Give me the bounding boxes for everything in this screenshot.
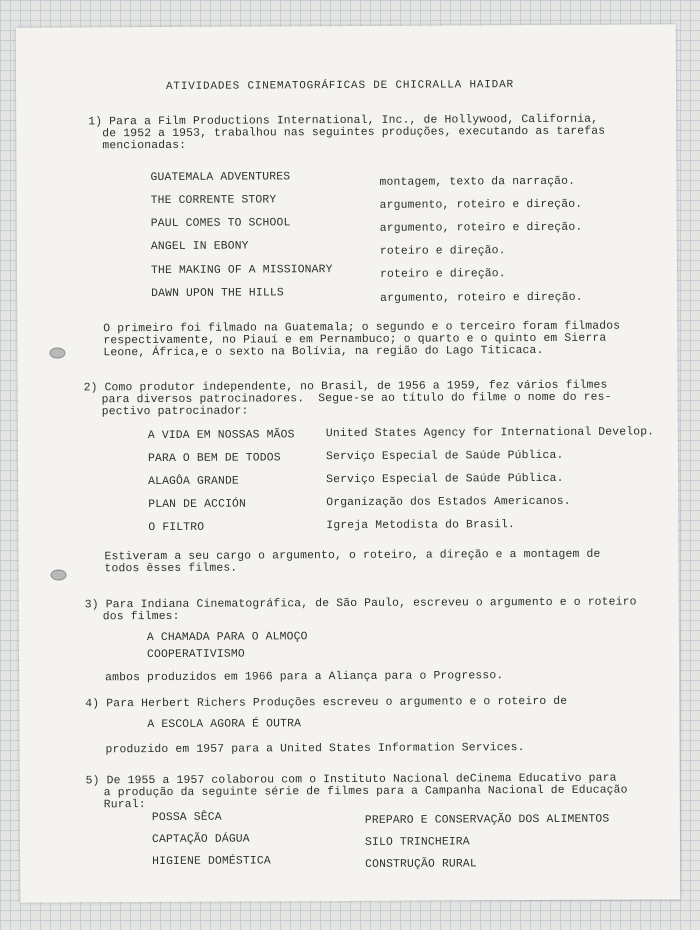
section-2-note-line: todos êsses filmes. <box>104 562 238 576</box>
section-4-intro: 4) Para Herbert Richers Produções escreveu o argumento e o roteiro de <box>85 695 568 711</box>
section-3-note: ambos produzidos em 1966 para a Aliança para o Progresso. <box>105 670 504 685</box>
film-title: PLAN DE ACCIÓN <box>148 498 247 512</box>
film-role: argumento, roteiro e direção. <box>379 198 583 212</box>
section-5-intro-line: a produção da seguinte série de filmes para a Campanha Nacional de Educação <box>103 784 628 800</box>
section-2-intro-line: para diversos patrocinadores. Segue-se ao título do filme o nome do res- <box>101 391 612 407</box>
film-sponsor: Serviço Especial de Saúde Pública. <box>326 472 564 487</box>
section-1-note-line: O primeiro foi filmado na Guatemala; o segundo e o terceiro foram filmados <box>103 320 621 336</box>
film-sponsor: United States Agency for International Develop. <box>325 426 655 441</box>
typed-document-page <box>16 24 681 902</box>
film-title: COOPERATIVISMO <box>146 648 245 662</box>
film-title: POSSA SÊCA <box>151 811 222 825</box>
section-3-intro-line: dos filmes: <box>102 610 180 624</box>
section-2-intro-line: pectivo patrocinador: <box>101 405 249 419</box>
film-role: montagem, texto da narração. <box>379 175 576 189</box>
section-3-intro-line: 3) Para Indiana Cinematográfica, de São Paulo, escreveu o argumento e o roteiro <box>84 596 637 612</box>
film-sponsor: Serviço Especial de Saúde Pública. <box>325 449 564 464</box>
film-title: ALAGÔA GRANDE <box>148 475 239 489</box>
section-1-note-line: respectivamente, no Piauí e em Pernambuco; o quarto e o quinto em Sierra <box>103 332 607 348</box>
punch-hole <box>51 569 67 580</box>
film-sponsor: Igreja Metodista do Brasil. <box>326 519 515 533</box>
film-title: A VIDA EM NOSSAS MÃOS <box>147 429 295 443</box>
film-sponsor: Organização dos Estados Americanos. <box>326 495 571 510</box>
film-title: CAPTAÇÃO DÁGUA <box>151 833 250 847</box>
section-1-intro-line: mencionadas: <box>102 139 187 153</box>
film-title: PARA O BEM DE TODOS <box>147 452 281 466</box>
film-title: DAWN UPON THE HILLS <box>151 287 284 301</box>
section-1-note-line: Leone, África,e o sexto na Bolívia, na região do Lago Titicaca. <box>103 344 544 360</box>
film-role: argumento, roteiro e direção. <box>379 221 583 235</box>
document-title: ATIVIDADES CINEMATOGRÁFICAS DE CHICRALLA HAIDAR <box>165 79 514 93</box>
section-2-note-line: Estiveram a seu cargo o argumento, o roteiro, a direção e a montagem de <box>104 548 601 564</box>
section-5-intro-line: 5) De 1955 a 1957 colaborou com o Instituto Nacional deCinema Educativo para <box>85 772 617 788</box>
film-title: THE MAKING OF A MISSIONARY <box>150 264 333 278</box>
film-role: roteiro e direção. <box>379 268 506 281</box>
film-title: CONSTRUÇÃO RURAL <box>365 858 477 871</box>
section-1-intro-line: 1) Para a Film Productions International, Inc., de Hollywood, California, <box>88 113 599 129</box>
film-role: roteiro e direção. <box>379 245 506 258</box>
section-2-intro-line: 2) Como produtor independente, no Brasil, de 1956 a 1959, fez vários filmes <box>83 379 608 395</box>
film-title: SILO TRINCHEIRA <box>364 836 470 849</box>
section-5-intro-line: Rural: <box>103 799 146 812</box>
film-title: O FILTRO <box>148 521 205 535</box>
film-title: HIGIENE DOMÉSTICA <box>152 855 271 869</box>
film-role: argumento, roteiro e direção. <box>380 291 583 305</box>
film-title: GUATEMALA ADVENTURES <box>150 171 291 185</box>
section-1-intro-line: de 1952 a 1953, trabalhou nas seguintes produções, executando as tarefas <box>102 125 606 141</box>
film-title: PAUL COMES TO SCHOOL <box>150 217 291 231</box>
punch-hole <box>49 347 65 358</box>
film-title: THE CORRENTE STORY <box>150 194 277 208</box>
section-4-note: produzido em 1957 para a United States Information Services. <box>105 742 525 757</box>
film-title: A ESCOLA AGORA É OUTRA <box>147 718 302 732</box>
film-title: ANGEL IN EBONY <box>150 240 249 254</box>
film-title: PREPARO E CONSERVAÇÃO DOS ALIMENTOS <box>364 813 610 827</box>
film-title: A CHAMADA PARA O ALMOÇO <box>146 631 308 645</box>
